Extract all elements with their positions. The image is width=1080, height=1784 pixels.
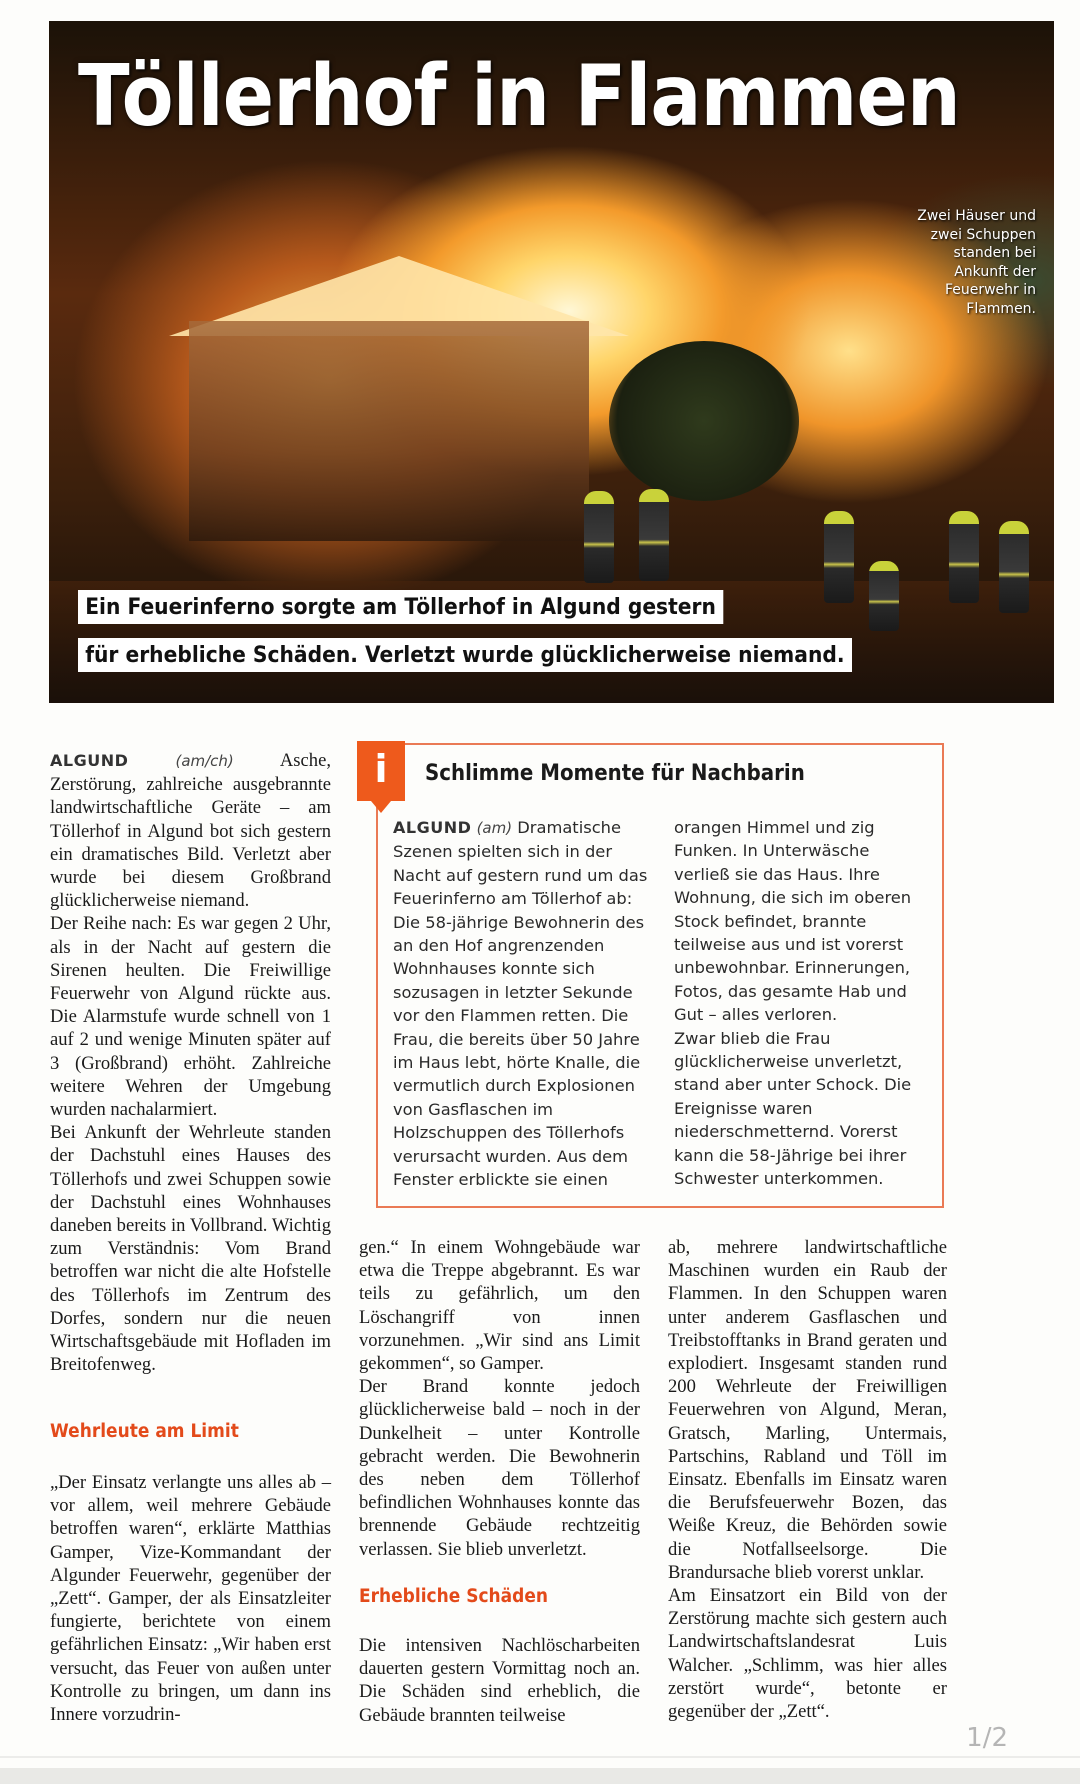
firefighter-figure	[949, 511, 979, 603]
article-column-1	[50, 749, 331, 1376]
burning-house	[189, 321, 589, 541]
article-column-3	[668, 1236, 947, 1723]
info-box-right-column	[674, 816, 928, 1191]
article-column-2-continued	[359, 1634, 640, 1727]
paragraph: Der Brand konnte jedoch glücklicherweise bald – noch in der Dunkelheit – unter Kontrolle gebracht werden. Die Bewohnerin des neben dem Töllerhof befindlichen Wohnhauses konnte das brennende Gebäude rechtzeitig verlassen. Sie blieb unverletzt.	[359, 1376, 640, 1560]
firefighter-figure	[999, 521, 1029, 613]
subhead-schaeden: Erhebliche Schäden	[359, 1586, 549, 1607]
article-column-2	[359, 1236, 640, 1561]
paragraph: ab, mehrere landwirtschaftliche Maschinen wurden ein Raub der Flammen. In den Schuppen waren unter anderem Gasflaschen und Treibstofftanks in Brand geraten und explodiert. Insgesamt standen rund 200 Wehrleute der Freiwilligen Feuerwehren von Algund, Meran, Gratsch, Marling, Untermais, Partschins, Rabland und Töll im Einsatz. Ebenfalls im Einsatz waren die Berufsfeuerwehr Bozen, das Weiße Kreuz, die Behörden sowie die Notfallseelsorge. Die Brandursache blieb vorerst unklar.	[668, 1237, 947, 1583]
page-indicator: 1/2	[966, 1723, 1008, 1753]
paragraph: gen.“ In einem Wohngebäude war etwa die Treppe abgebrannt. Es war teils zu gefährlich, um den Löschangriff von innen vorzunehmen. „Wir sind ans Limit gekommen“, so Gamper.	[359, 1237, 640, 1375]
headline: Töllerhof in Flammen	[78, 47, 960, 146]
paragraph: Die intensiven Nachlöscharbeiten dauerten gestern Vormittag noch an. Die Schäden sind erheblich, die Gebäude brannten teilweise	[359, 1635, 640, 1726]
info-icon: i	[357, 741, 405, 801]
author: (am/ch)	[175, 752, 234, 770]
info-author: (am)	[476, 819, 513, 837]
paragraph: „Der Einsatz verlangte uns alles ab – vor allem, weil mehrere Gebäude betroffen waren“, erklärte Matthias Gamper, Vize-Kommandant der Algunder Feuerwehr, gegenüber der „Zett“. Gamper, der als Einsatzleiter fungierte, berichtete von einem gefährlichen Einsatz: „Wir haben erst versucht, das Feuer von außen unter Kontrolle zu bringen, um dann ins Innere vorzudrin-	[50, 1472, 331, 1726]
firefighter-figure	[584, 491, 614, 583]
dateline: ALGUND	[50, 751, 129, 770]
paragraph: Der Reihe nach: Es war gegen 2 Uhr, als in der Nacht auf gestern die Sirenen heulten. Die Freiwillige Feuerwehr von Algund rückte aus. Die Alarmstufe wurde schnell von 1 auf 2 und wenige Minuten später auf 3 (Großbrand) erhöht. Zahlreiche weitere Wehren der Umgebung wurden nachalarmiert.	[50, 913, 331, 1121]
next-page-edge	[0, 1768, 1080, 1784]
info-box-title: Schlimme Momente für Nachbarin	[425, 761, 805, 786]
info-dateline: ALGUND	[393, 818, 472, 837]
article-column-1-continued	[50, 1471, 331, 1726]
photo-caption-line-1: Ein Feuerinferno sorgte am Töllerhof in Algund gestern	[78, 590, 723, 624]
divider	[0, 1756, 1080, 1758]
photo-caption-line-2: für erhebliche Schäden. Verletzt wurde glücklicherweise niemand.	[78, 638, 852, 672]
paragraph: Bei Ankunft der Wehrleute standen der Dachstuhl eines Hauses des Töllerhofs und zwei Schuppen sowie der Dachstuhl eines Wohnhauses daneben bereits in Vollbrand. Wichtig zum Verständnis: Vom Brand betroffen war nicht die alte Hofstelle des Töllerhofs im Zentrum des Dorfes, sondern nur die neuen Wirtschaftsgebäude mit Hofladen im Breitofenweg.	[50, 1122, 331, 1376]
firefighter-figure	[639, 489, 669, 581]
paragraph-text: Asche, Zerstörung, zahlreiche ausgebrannte landwirtschaftliche Geräte – am Töllerhof in Algund bot sich gestern ein dramatisches Bild. Verletzt aber wurde bei diesem Großbrand glücklicherweise niemand.	[50, 750, 331, 912]
photo-side-caption: Zwei Häuser und zwei Schuppen standen bei Ankunft der Feuerwehr in Flammen.	[917, 208, 1036, 317]
info-box-left-column	[393, 816, 651, 1192]
firefighter-figure	[824, 511, 854, 603]
article-photo	[49, 21, 1054, 703]
paragraph: Am Einsatzort ein Bild von der Zerstörung machte sich gestern auch Landwirtschaftslandesrat Luis Walcher. „Schlimm, was hier alles zerstört wurde“, betonte er gegenüber der „Zett“.	[668, 1585, 947, 1723]
firefighter-figure	[869, 561, 899, 631]
tree-silhouette	[609, 341, 799, 501]
info-paragraph: Zwar blieb die Frau glücklicherweise unverletzt, stand aber unter Schock. Die Ereignisse waren niederschmetternd. Vorerst kann die 58-Jährige bei ihrer Schwester unterkommen.	[674, 1028, 912, 1189]
subhead-wehrleute: Wehrleute am Limit	[50, 1421, 239, 1442]
info-text: Dramatische Szenen spielten sich in der Nacht auf gestern rund um das Feuerinferno am Töllerhof ab: Die 58-jährige Bewohnerin des an den Hof angrenzenden Wohnhauses konnte sich sozusagen in letzter Sekunde vor den Flammen retten. Die Frau, die bereits über 50 Jahre im Haus lebt, hörte Knalle, die vermutlich durch Explosionen von Gasflaschen im Holzschuppen des Töllerhofs verursacht wurden. Aus dem Fenster erblickte sie einen	[393, 818, 648, 1190]
info-paragraph: orangen Himmel und zig Funken. In Unterwäsche verließ sie das Haus. Ihre Wohnung, die sich im oberen Stock befindet, brannte teilweise aus und ist vorerst unbewohnbar. Erinnerungen, Fotos, das gesamte Hab und Gut – alles verloren.	[674, 818, 912, 1025]
lead-paragraph	[50, 749, 331, 912]
